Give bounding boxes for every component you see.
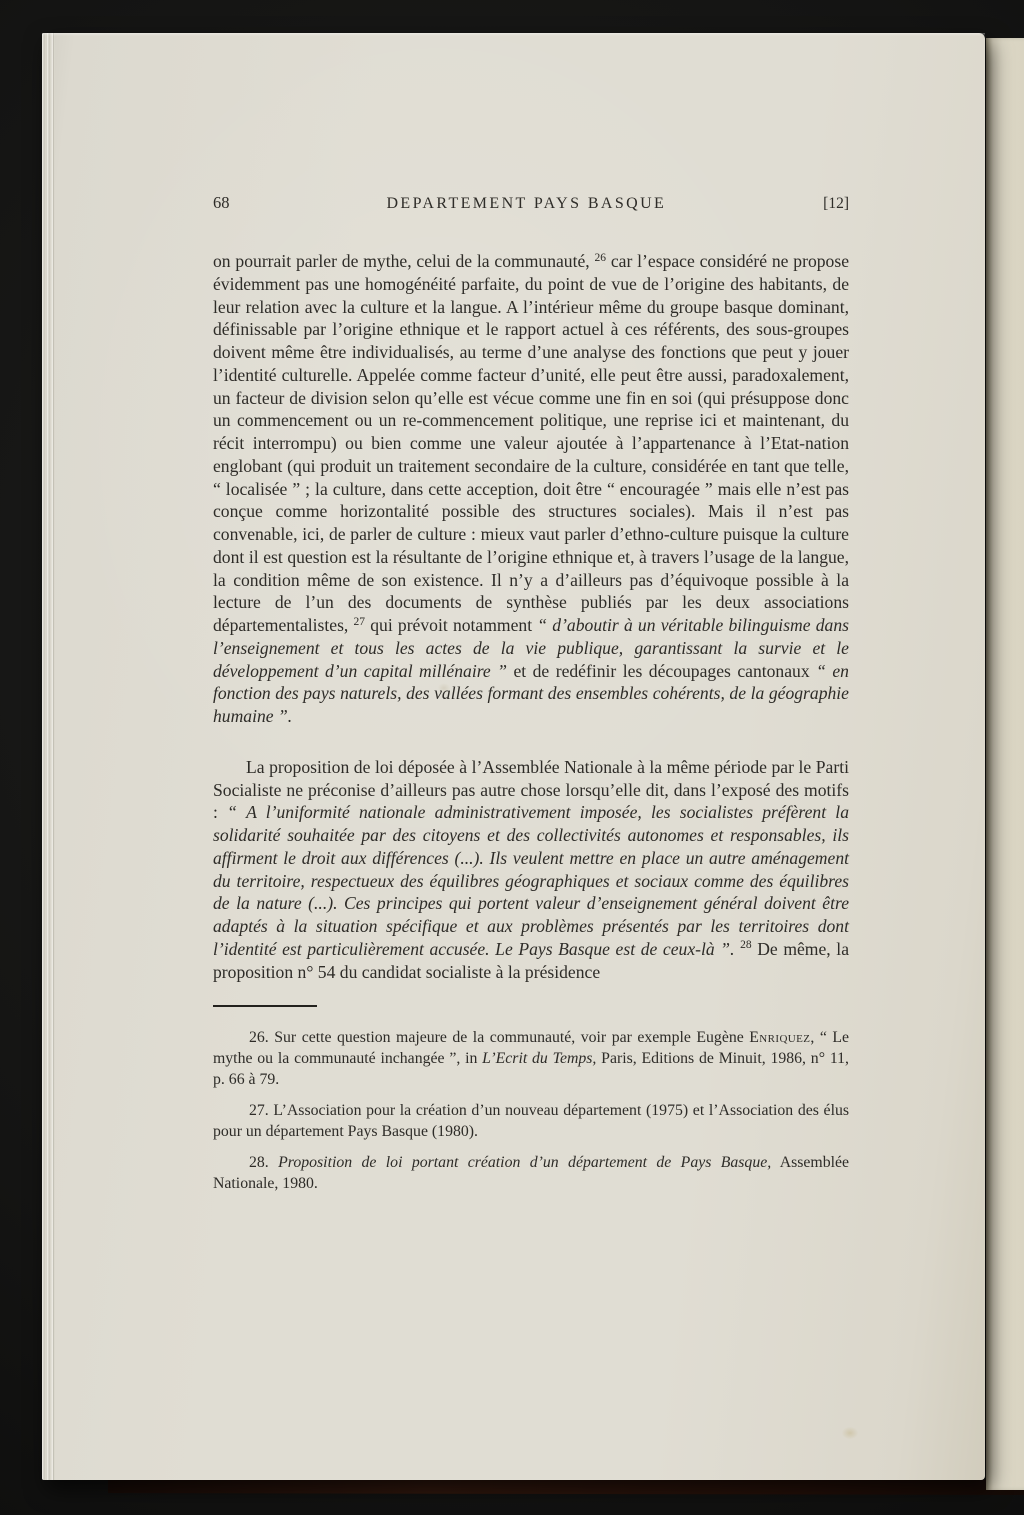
next-page-edge xyxy=(986,38,1024,1490)
footnote-26: 26. Sur cette question majeure de la communauté, voir par exemple Eugène Enriquez, “ Le mythe ou la communauté inchangée ”, in L’Ecrit du Temps, Paris, Editions de Minuit, 1986, n° 11, p. 66 à 79. xyxy=(213,1029,849,1089)
book-cover-edge xyxy=(108,1478,1024,1495)
page-content xyxy=(213,193,849,1194)
running-title: DEPARTEMENT PAYS BASQUE xyxy=(386,195,667,212)
page-number: 68 xyxy=(213,193,230,212)
footnote-27: 27. L’Association pour la création d’un nouveau département (1975) et l’Association des élus pour un département Pays Basque (1980). xyxy=(213,1102,849,1141)
footnote-separator xyxy=(213,1005,317,1007)
issue-marker: [12] xyxy=(823,195,849,212)
footnote-28: 28. Proposition de loi portant création d’un département de Pays Basque, Assemblée Nationale, 1980. xyxy=(213,1154,850,1193)
body-paragraph-1: on pourrait parler de mythe, celui de la communauté, $^{26}$ car l’espace considéré ne propose évidemment pas une homogénéité parfaite, du point de vue de l’origine des habitants, de leur relation avec la culture et la langue. A l’intérieur même du groupe basque dominant, définissable par l’origine ethnique et le rapport actuel à ces référents, des sous-groupes doivent même être individualisés, au terme d’une analyse des fonctions que peut y jouer l’identité culturelle. Appelée comme facteur d’unité, elle peut être aussi, paradoxalement, un facteur de division selon qu’elle est vécue comme une fin en soi (qui présuppose donc un commencement ou un re-commencement politique, une reprise ici et maintenant, du récit interrompu) ou bien comme une valeur ajoutée à l’appartenance à l’Etat-nation englobant (qui produit un traitement secondaire de la culture, considérée en tant que telle, “ localisée ” ; la culture, dans cette acception, doit être “ encouragée ” mais elle n’est pas conçue comme horizontalité possible des structures sociales). Mais il n’est pas convenable, ici, de parler de culture : mieux vaut parler d’ethno-culture puisque la culture dont il est question est la résultante de l’origine ethnique et, à travers l’usage de la langue, la condition même de son existence. Il n’y a d’ailleurs pas d’équivoque possible à la lecture de l’un des documents de synthèse publiés par les deux associations départementalistes, $^{27}$ qui prévoit notamment “ d’aboutir à un véritable bilinguisme dans l’enseignement et tous les actes de la vie publique, garantissant la survie et le développement d’un capital millénaire ” et de redéfinir les découpages cantonaux “ en fonction des pays naturels, des vallées formant des ensembles cohérents, de la géographie humaine ”. xyxy=(213,251,849,726)
book-page xyxy=(42,33,985,1480)
page-header xyxy=(213,193,849,213)
body-paragraph-2: La proposition de loi déposée à l’Assemblée Nationale à la même période par le Parti Socialiste ne préconise d’ailleurs pas autre chose lorsqu’elle dit, dans l’exposé des motifs : “ A l’uniformité nationale administrativement imposée, les socialistes préfèrent la solidarité souhaitée par des citoyens et des collectivités autonomes et responsables, ils affirment le droit aux différences (...). Ils veulent mettre en place un autre aménagement du territoire, respectueux des équilibres géographiques et sociaux comme des équilibres de la nature (...). Ces principes qui portent valeur d’enseignement général doivent être adaptés à la situation spécifique et aux problèmes présentés par les territoires dont l’identité est particulièrement accusée. Le Pays Basque est de ceux-là ”. $^{28}$ De même, la proposition n° 54 du candidat socialiste à la présidence xyxy=(213,756,850,982)
